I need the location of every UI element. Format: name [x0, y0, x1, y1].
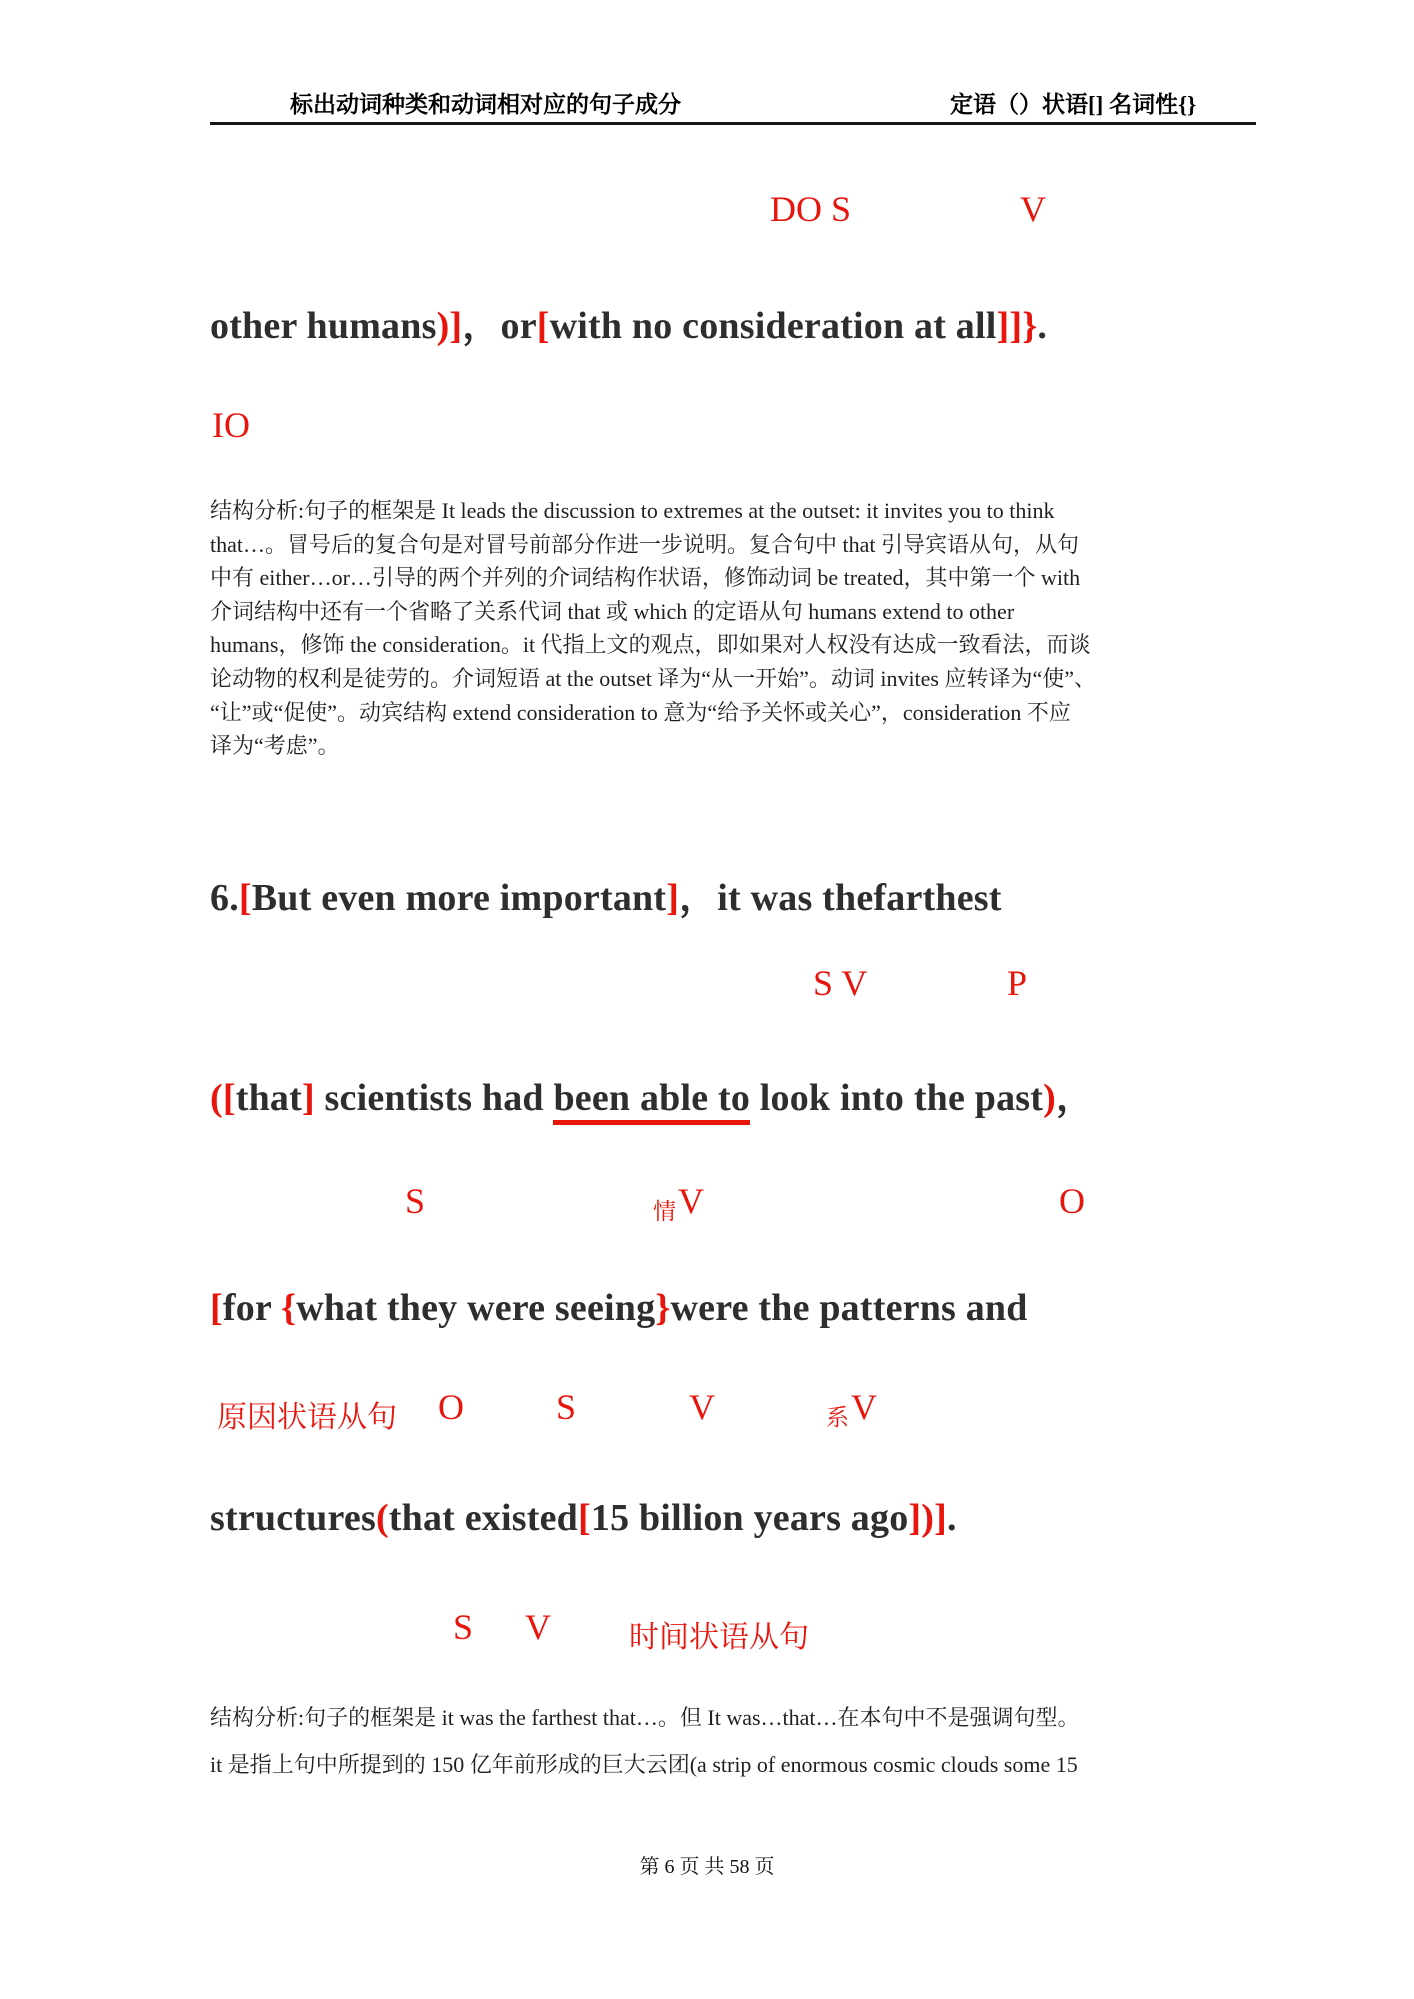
analysis1-line: “让”或“促使”。动宾结构 extend consideration to 意为“给予关怀或关心”，consideration 不应: [210, 699, 1071, 725]
sentence4-period: .: [946, 1497, 957, 1539]
annotation-v5: V: [525, 1607, 551, 1647]
heading6-text2: it was thefarthest: [717, 877, 1002, 919]
sentence-line-1: [210, 294, 1047, 349]
heading6-red-close-bracket: ]: [666, 877, 680, 919]
heading6-text: But even more important: [251, 877, 667, 919]
analysis1-line: 译为“考虑”。: [210, 733, 340, 759]
sentence4-red-open-paren: (: [375, 1497, 389, 1539]
annotation-o: O: [1059, 1181, 1085, 1221]
footer-page-number: 第 6 页 共 58 页: [639, 1856, 775, 1878]
annotation-s-v: S V: [813, 963, 868, 1003]
sentence-line-2: [210, 1066, 1094, 1121]
sentence2-red-close-paren: ): [1043, 1077, 1057, 1119]
sentence4-text: that existed: [388, 1497, 579, 1539]
header-left-title: 标出动词种类和动词相对应的句子成分: [290, 92, 681, 117]
sentence1-red-brackets: )]: [436, 305, 463, 347]
annotation-v: V: [1020, 189, 1046, 229]
sentence4-red-close: ])]: [908, 1497, 947, 1539]
sentence1-text: other humans: [210, 305, 437, 347]
sentence1-period: .: [1037, 305, 1048, 347]
sentence3-red-open-brace: {: [281, 1287, 297, 1329]
sentence4-text2: 15 billion years ago: [590, 1497, 909, 1539]
sentence2-underlined-phrase: been able to: [553, 1077, 750, 1125]
analysis1-line: humans，修饰 the consideration。it 代指上文的观点，即如果对人权没有达成一致看法，而谈: [210, 632, 1091, 658]
analysis1-line: 结构分析:句子的框架是 It leads the discussion to extremes at the outset: it invites you to think: [210, 498, 1055, 523]
analysis1-line: that…。冒号后的复合句是对冒号前部分作进一步说明。复合句中 that 引导宾语从句，从句: [210, 531, 1079, 557]
analysis1-line: 论动物的权利是徒劳的。介词短语 at the outset 译为“从一开始”。动词 invites 应转译为“使”、: [210, 665, 1097, 691]
annotation-v2: V: [678, 1181, 704, 1221]
analysis-paragraph-2: [210, 1694, 1080, 1788]
sentence2-text2: look into the past: [750, 1077, 1044, 1119]
heading6-comma: ，: [679, 877, 718, 919]
annotation-v3: V: [689, 1387, 715, 1427]
sentence4-red-open-bracket: [: [578, 1497, 591, 1539]
sentence3-text2: were the patterns and: [670, 1287, 1028, 1329]
annotation-io: IO: [212, 405, 250, 445]
sentence1-red-close-brackets: ]]}: [996, 305, 1038, 347]
annotation-o2: O: [438, 1387, 464, 1427]
sentence2-red-open: ([: [210, 1077, 236, 1119]
analysis2-line: 结构分析:句子的框架是 it was the farthest that…。但 It was…that…在本句中不是强调句型。: [210, 1705, 1080, 1730]
sentence3-red-close-brace: }: [655, 1287, 671, 1329]
annotation-s2: S: [405, 1181, 426, 1221]
annotation-do-s: DO S: [770, 189, 852, 229]
annotation-p: P: [1007, 963, 1028, 1003]
heading6-number: 6.: [210, 877, 239, 919]
sentence3-red-open-bracket: [: [210, 1287, 223, 1329]
header-rule: [210, 122, 1256, 125]
sentence1-or: or: [500, 305, 537, 347]
analysis1-line: 介词结构中还有一个省略了关系代词 that 或 which 的定语从句 humans extend to other: [210, 598, 1015, 624]
sentence-item6-heading: [210, 866, 1002, 921]
sentence1-text2: with no consideration at all: [549, 305, 997, 347]
analysis-paragraph-1: [210, 494, 1096, 763]
annotation-v4: V: [851, 1387, 877, 1427]
annotation-time-clause-label: 时间状语从句: [629, 1621, 809, 1654]
sentence1-red-open-bracket: [: [536, 305, 550, 347]
sentence-line-4: [210, 1496, 957, 1540]
sentence4-structures: structures: [210, 1497, 376, 1539]
sentence2-comma: ，: [1056, 1077, 1095, 1119]
sentence-line-3: [210, 1286, 1028, 1330]
heading6-red-open-bracket: [: [238, 877, 252, 919]
sentence2-text: scientists had: [314, 1077, 554, 1119]
sentence3-text: what they were seeing: [296, 1287, 656, 1329]
annotation-qing: 情: [653, 1199, 676, 1224]
analysis1-line: 中有 either…or…引导的两个并列的介词结构作状语，修饰动词 be treated，其中第一个 with: [210, 565, 1081, 591]
annotation-reason-clause-label: 原因状语从句: [217, 1401, 397, 1434]
annotation-xi: 系: [826, 1405, 849, 1430]
annotation-s4: S: [453, 1607, 474, 1647]
sentence2-red-close-bracket: ]: [301, 1077, 315, 1119]
header-right-legend: 定语（）状语[] 名词性{}: [950, 92, 1197, 117]
sentence2-that: that: [235, 1077, 302, 1119]
analysis2-line: it 是指上句中所提到的 150 亿年前形成的巨大云团(a strip of enormous cosmic clouds some 15: [210, 1752, 1078, 1777]
sentence3-for: for: [222, 1287, 281, 1329]
annotation-s3: S: [556, 1387, 577, 1427]
sentence1-comma: ，: [462, 305, 501, 347]
